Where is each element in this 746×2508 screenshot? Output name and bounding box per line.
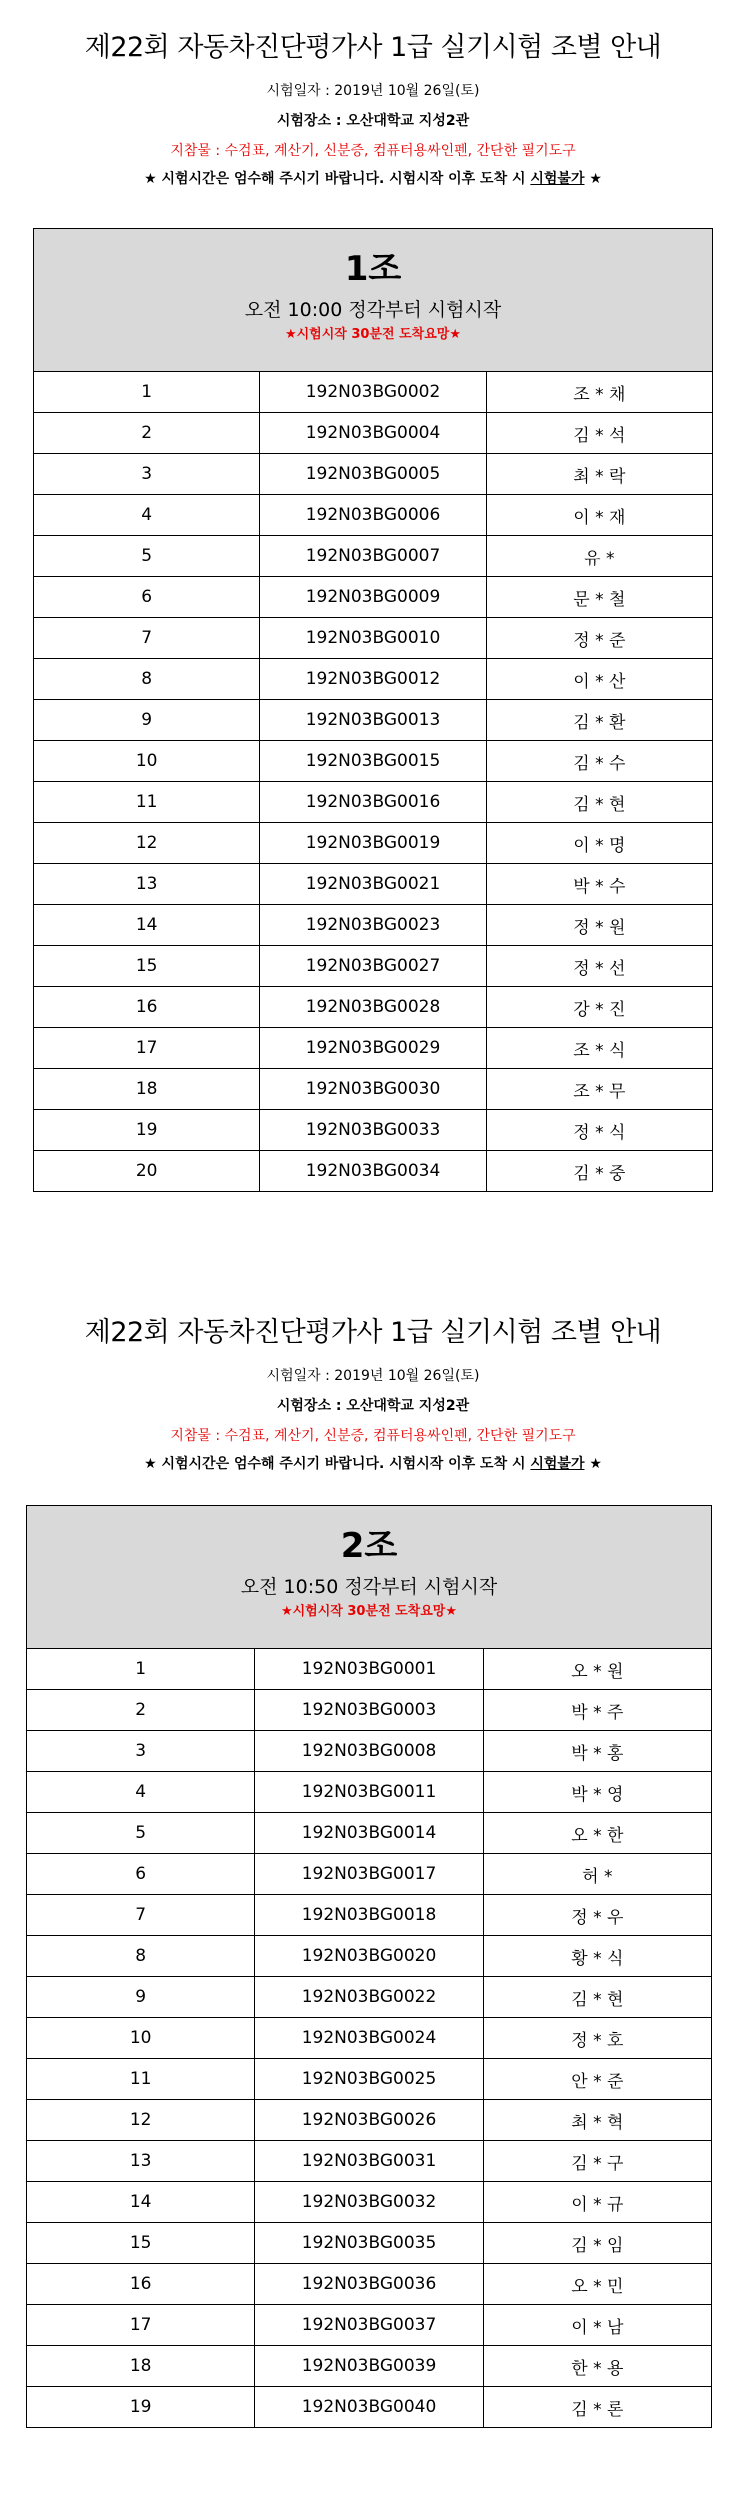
table-row: [34, 536, 713, 577]
exam-number: 192N03BG0016: [260, 782, 486, 823]
row-number: 11: [34, 782, 260, 823]
row-number: 10: [34, 741, 260, 782]
row-number: 16: [27, 2264, 255, 2305]
exam-number: 192N03BG0005: [260, 454, 486, 495]
table-row: [27, 2346, 712, 2387]
exam-number: 192N03BG0009: [260, 577, 486, 618]
exam-number: 192N03BG0019: [260, 823, 486, 864]
candidate-name: 오 * 원: [483, 1649, 711, 1690]
candidate-name: 안 * 준: [483, 2059, 711, 2100]
row-number: 20: [34, 1151, 260, 1192]
exam-number: 192N03BG0017: [255, 1854, 483, 1895]
exam-number: 192N03BG0002: [260, 372, 486, 413]
row-number: 18: [34, 1069, 260, 1110]
time-notice-underlined: 시험불가: [530, 171, 585, 187]
row-number: 11: [27, 2059, 255, 2100]
row-number: 5: [34, 536, 260, 577]
candidate-name: 최 * 혁: [483, 2100, 711, 2141]
exam-date: 시험일자 : 2019년 10월 26일(토): [266, 83, 480, 99]
row-number: 9: [34, 700, 260, 741]
exam-number: 192N03BG0026: [255, 2100, 483, 2141]
exam-number: 192N03BG0027: [260, 946, 486, 987]
group-1-table: [33, 228, 713, 1192]
row-number: 7: [34, 618, 260, 659]
table-row: [27, 1649, 712, 1690]
candidate-name: 문 * 철: [486, 577, 712, 618]
candidate-name: 조 * 무: [486, 1069, 712, 1110]
candidate-name: 최 * 락: [486, 454, 712, 495]
group-header: [27, 1506, 712, 1649]
exam-number: 192N03BG0036: [255, 2264, 483, 2305]
table-row: [27, 1854, 712, 1895]
exam-number: 192N03BG0020: [255, 1936, 483, 1977]
row-number: 6: [27, 1854, 255, 1895]
group-header: [34, 229, 713, 372]
row-number: 12: [34, 823, 260, 864]
candidate-name: 정 * 선: [486, 946, 712, 987]
group-name: 1조: [344, 249, 402, 289]
row-number: 19: [34, 1110, 260, 1151]
table-row: [27, 2141, 712, 2182]
row-number: 17: [34, 1028, 260, 1069]
exam-number: 192N03BG0032: [255, 2182, 483, 2223]
table-row: [27, 1936, 712, 1977]
row-number: 8: [27, 1936, 255, 1977]
exam-date: 시험일자 : 2019년 10월 26일(토): [266, 1368, 480, 1384]
table-row: [34, 864, 713, 905]
page-title: 제22회 자동차진단평가사 1급 실기시험 조별 안내: [84, 1317, 662, 1348]
candidate-name: 이 * 명: [486, 823, 712, 864]
exam-number: 192N03BG0004: [260, 413, 486, 454]
row-number: 15: [27, 2223, 255, 2264]
row-number: 5: [27, 1813, 255, 1854]
candidate-name: 이 * 재: [486, 495, 712, 536]
table-row: [27, 2264, 712, 2305]
candidate-name: 이 * 남: [483, 2305, 711, 2346]
time-notice-end: ★: [584, 1456, 602, 1472]
row-number: 16: [34, 987, 260, 1028]
row-number: 3: [27, 1731, 255, 1772]
table-row: [34, 413, 713, 454]
table-row: [27, 2223, 712, 2264]
exam-place: 시험장소 : 오산대학교 지성2관: [276, 1398, 470, 1414]
candidate-name: 이 * 산: [486, 659, 712, 700]
row-number: 4: [34, 495, 260, 536]
table-row: [34, 905, 713, 946]
time-notice: [0, 168, 746, 190]
items-to-bring: 지참물 : 수검표, 계산기, 신분증, 컴퓨터용싸인펜, 간단한 필기도구: [170, 143, 576, 159]
exam-number: 192N03BG0028: [260, 987, 486, 1028]
row-number: 1: [34, 372, 260, 413]
candidate-name: 김 * 석: [486, 413, 712, 454]
table-row: [27, 1895, 712, 1936]
table-row: [34, 495, 713, 536]
items-to-bring: 지참물 : 수검표, 계산기, 신분증, 컴퓨터용싸인펜, 간단한 필기도구: [170, 1428, 576, 1444]
row-number: 2: [34, 413, 260, 454]
time-notice: [0, 1453, 746, 1475]
candidate-name: 박 * 홍: [483, 1731, 711, 1772]
exam-number: 192N03BG0039: [255, 2346, 483, 2387]
time-notice-underlined: 시험불가: [530, 1456, 585, 1472]
candidate-name: 조 * 식: [486, 1028, 712, 1069]
table-row: [27, 2387, 712, 2428]
exam-place: 시험장소 : 오산대학교 지성2관: [276, 113, 470, 129]
row-number: 1: [27, 1649, 255, 1690]
exam-number: 192N03BG0007: [260, 536, 486, 577]
row-number: 10: [27, 2018, 255, 2059]
exam-number: 192N03BG0011: [255, 1772, 483, 1813]
table-row: [27, 2305, 712, 2346]
time-notice-main: ★ 시험시간은 엄수해 주시기 바랍니다. 시험시작 이후 도착 시: [144, 171, 531, 187]
table-row: [27, 1813, 712, 1854]
exam-number: 192N03BG0023: [260, 905, 486, 946]
candidate-name: 김 * 론: [483, 2387, 711, 2428]
row-number: 3: [34, 454, 260, 495]
candidate-name: 이 * 규: [483, 2182, 711, 2223]
candidate-name: 조 * 채: [486, 372, 712, 413]
table-row: [27, 1977, 712, 2018]
candidate-name: 박 * 영: [483, 1772, 711, 1813]
exam-number: 192N03BG0008: [255, 1731, 483, 1772]
exam-number: 192N03BG0035: [255, 2223, 483, 2264]
candidate-name: 김 * 현: [486, 782, 712, 823]
row-number: 8: [34, 659, 260, 700]
candidate-name: 정 * 호: [483, 2018, 711, 2059]
page-title: 제22회 자동차진단평가사 1급 실기시험 조별 안내: [84, 32, 662, 63]
row-number: 17: [27, 2305, 255, 2346]
table-row: [34, 823, 713, 864]
row-number: 14: [34, 905, 260, 946]
table-row: [34, 1069, 713, 1110]
exam-number: 192N03BG0018: [255, 1895, 483, 1936]
table-row: [34, 618, 713, 659]
table-row: [27, 1772, 712, 1813]
row-number: 14: [27, 2182, 255, 2223]
candidate-name: 오 * 민: [483, 2264, 711, 2305]
row-number: 18: [27, 2346, 255, 2387]
time-notice-main: ★ 시험시간은 엄수해 주시기 바랍니다. 시험시작 이후 도착 시: [144, 1456, 531, 1472]
row-number: 13: [27, 2141, 255, 2182]
table-row: [34, 782, 713, 823]
exam-number: 192N03BG0014: [255, 1813, 483, 1854]
candidate-name: 김 * 중: [486, 1151, 712, 1192]
exam-number: 192N03BG0040: [255, 2387, 483, 2428]
exam-number: 192N03BG0015: [260, 741, 486, 782]
table-row: [27, 2182, 712, 2223]
candidate-name: 오 * 한: [483, 1813, 711, 1854]
exam-number: 192N03BG0033: [260, 1110, 486, 1151]
table-row: [34, 372, 713, 413]
table-row: [34, 700, 713, 741]
candidate-name: 김 * 구: [483, 2141, 711, 2182]
table-row: [34, 741, 713, 782]
table-row: [27, 2059, 712, 2100]
exam-number: 192N03BG0025: [255, 2059, 483, 2100]
candidate-name: 정 * 원: [486, 905, 712, 946]
arrival-notice: ★시험시작 30분전 도착요망★: [280, 1604, 458, 1619]
row-number: 2: [27, 1690, 255, 1731]
candidate-name: 정 * 우: [483, 1895, 711, 1936]
arrival-notice: ★시험시작 30분전 도착요망★: [284, 327, 462, 342]
table-row: [27, 1690, 712, 1731]
table-row: [34, 946, 713, 987]
table-row: [27, 2018, 712, 2059]
candidate-name: 유 *: [486, 536, 712, 577]
table-row: [34, 454, 713, 495]
candidate-name: 정 * 식: [486, 1110, 712, 1151]
row-number: 9: [27, 1977, 255, 2018]
row-number: 4: [27, 1772, 255, 1813]
exam-number: 192N03BG0022: [255, 1977, 483, 2018]
row-number: 12: [27, 2100, 255, 2141]
candidate-name: 황 * 식: [483, 1936, 711, 1977]
row-number: 7: [27, 1895, 255, 1936]
table-row: [34, 577, 713, 618]
exam-number: 192N03BG0003: [255, 1690, 483, 1731]
time-notice-end: ★: [584, 171, 602, 187]
start-time: 오전 10:50 정각부터 시험시작: [240, 1576, 498, 1598]
table-row: [34, 987, 713, 1028]
candidate-name: 강 * 진: [486, 987, 712, 1028]
exam-number: 192N03BG0024: [255, 2018, 483, 2059]
table-row: [34, 659, 713, 700]
exam-number: 192N03BG0001: [255, 1649, 483, 1690]
group-name: 2조: [340, 1526, 398, 1566]
row-number: 6: [34, 577, 260, 618]
exam-number: 192N03BG0006: [260, 495, 486, 536]
exam-number: 192N03BG0010: [260, 618, 486, 659]
exam-number: 192N03BG0021: [260, 864, 486, 905]
candidate-name: 허 *: [483, 1854, 711, 1895]
candidate-name: 박 * 수: [486, 864, 712, 905]
start-time: 오전 10:00 정각부터 시험시작: [244, 299, 502, 321]
row-number: 15: [34, 946, 260, 987]
table-row: [34, 1028, 713, 1069]
exam-number: 192N03BG0031: [255, 2141, 483, 2182]
row-number: 19: [27, 2387, 255, 2428]
candidate-name: 한 * 용: [483, 2346, 711, 2387]
candidate-name: 김 * 수: [486, 741, 712, 782]
candidate-name: 박 * 주: [483, 1690, 711, 1731]
table-row: [27, 1731, 712, 1772]
exam-number: 192N03BG0037: [255, 2305, 483, 2346]
exam-number: 192N03BG0034: [260, 1151, 486, 1192]
group-2-table: [26, 1505, 712, 2428]
table-row: [34, 1151, 713, 1192]
exam-number: 192N03BG0030: [260, 1069, 486, 1110]
exam-number: 192N03BG0013: [260, 700, 486, 741]
row-number: 13: [34, 864, 260, 905]
table-row: [34, 1110, 713, 1151]
table-row: [27, 2100, 712, 2141]
exam-number: 192N03BG0029: [260, 1028, 486, 1069]
candidate-name: 정 * 준: [486, 618, 712, 659]
exam-number: 192N03BG0012: [260, 659, 486, 700]
candidate-name: 김 * 임: [483, 2223, 711, 2264]
candidate-name: 김 * 현: [483, 1977, 711, 2018]
candidate-name: 김 * 환: [486, 700, 712, 741]
